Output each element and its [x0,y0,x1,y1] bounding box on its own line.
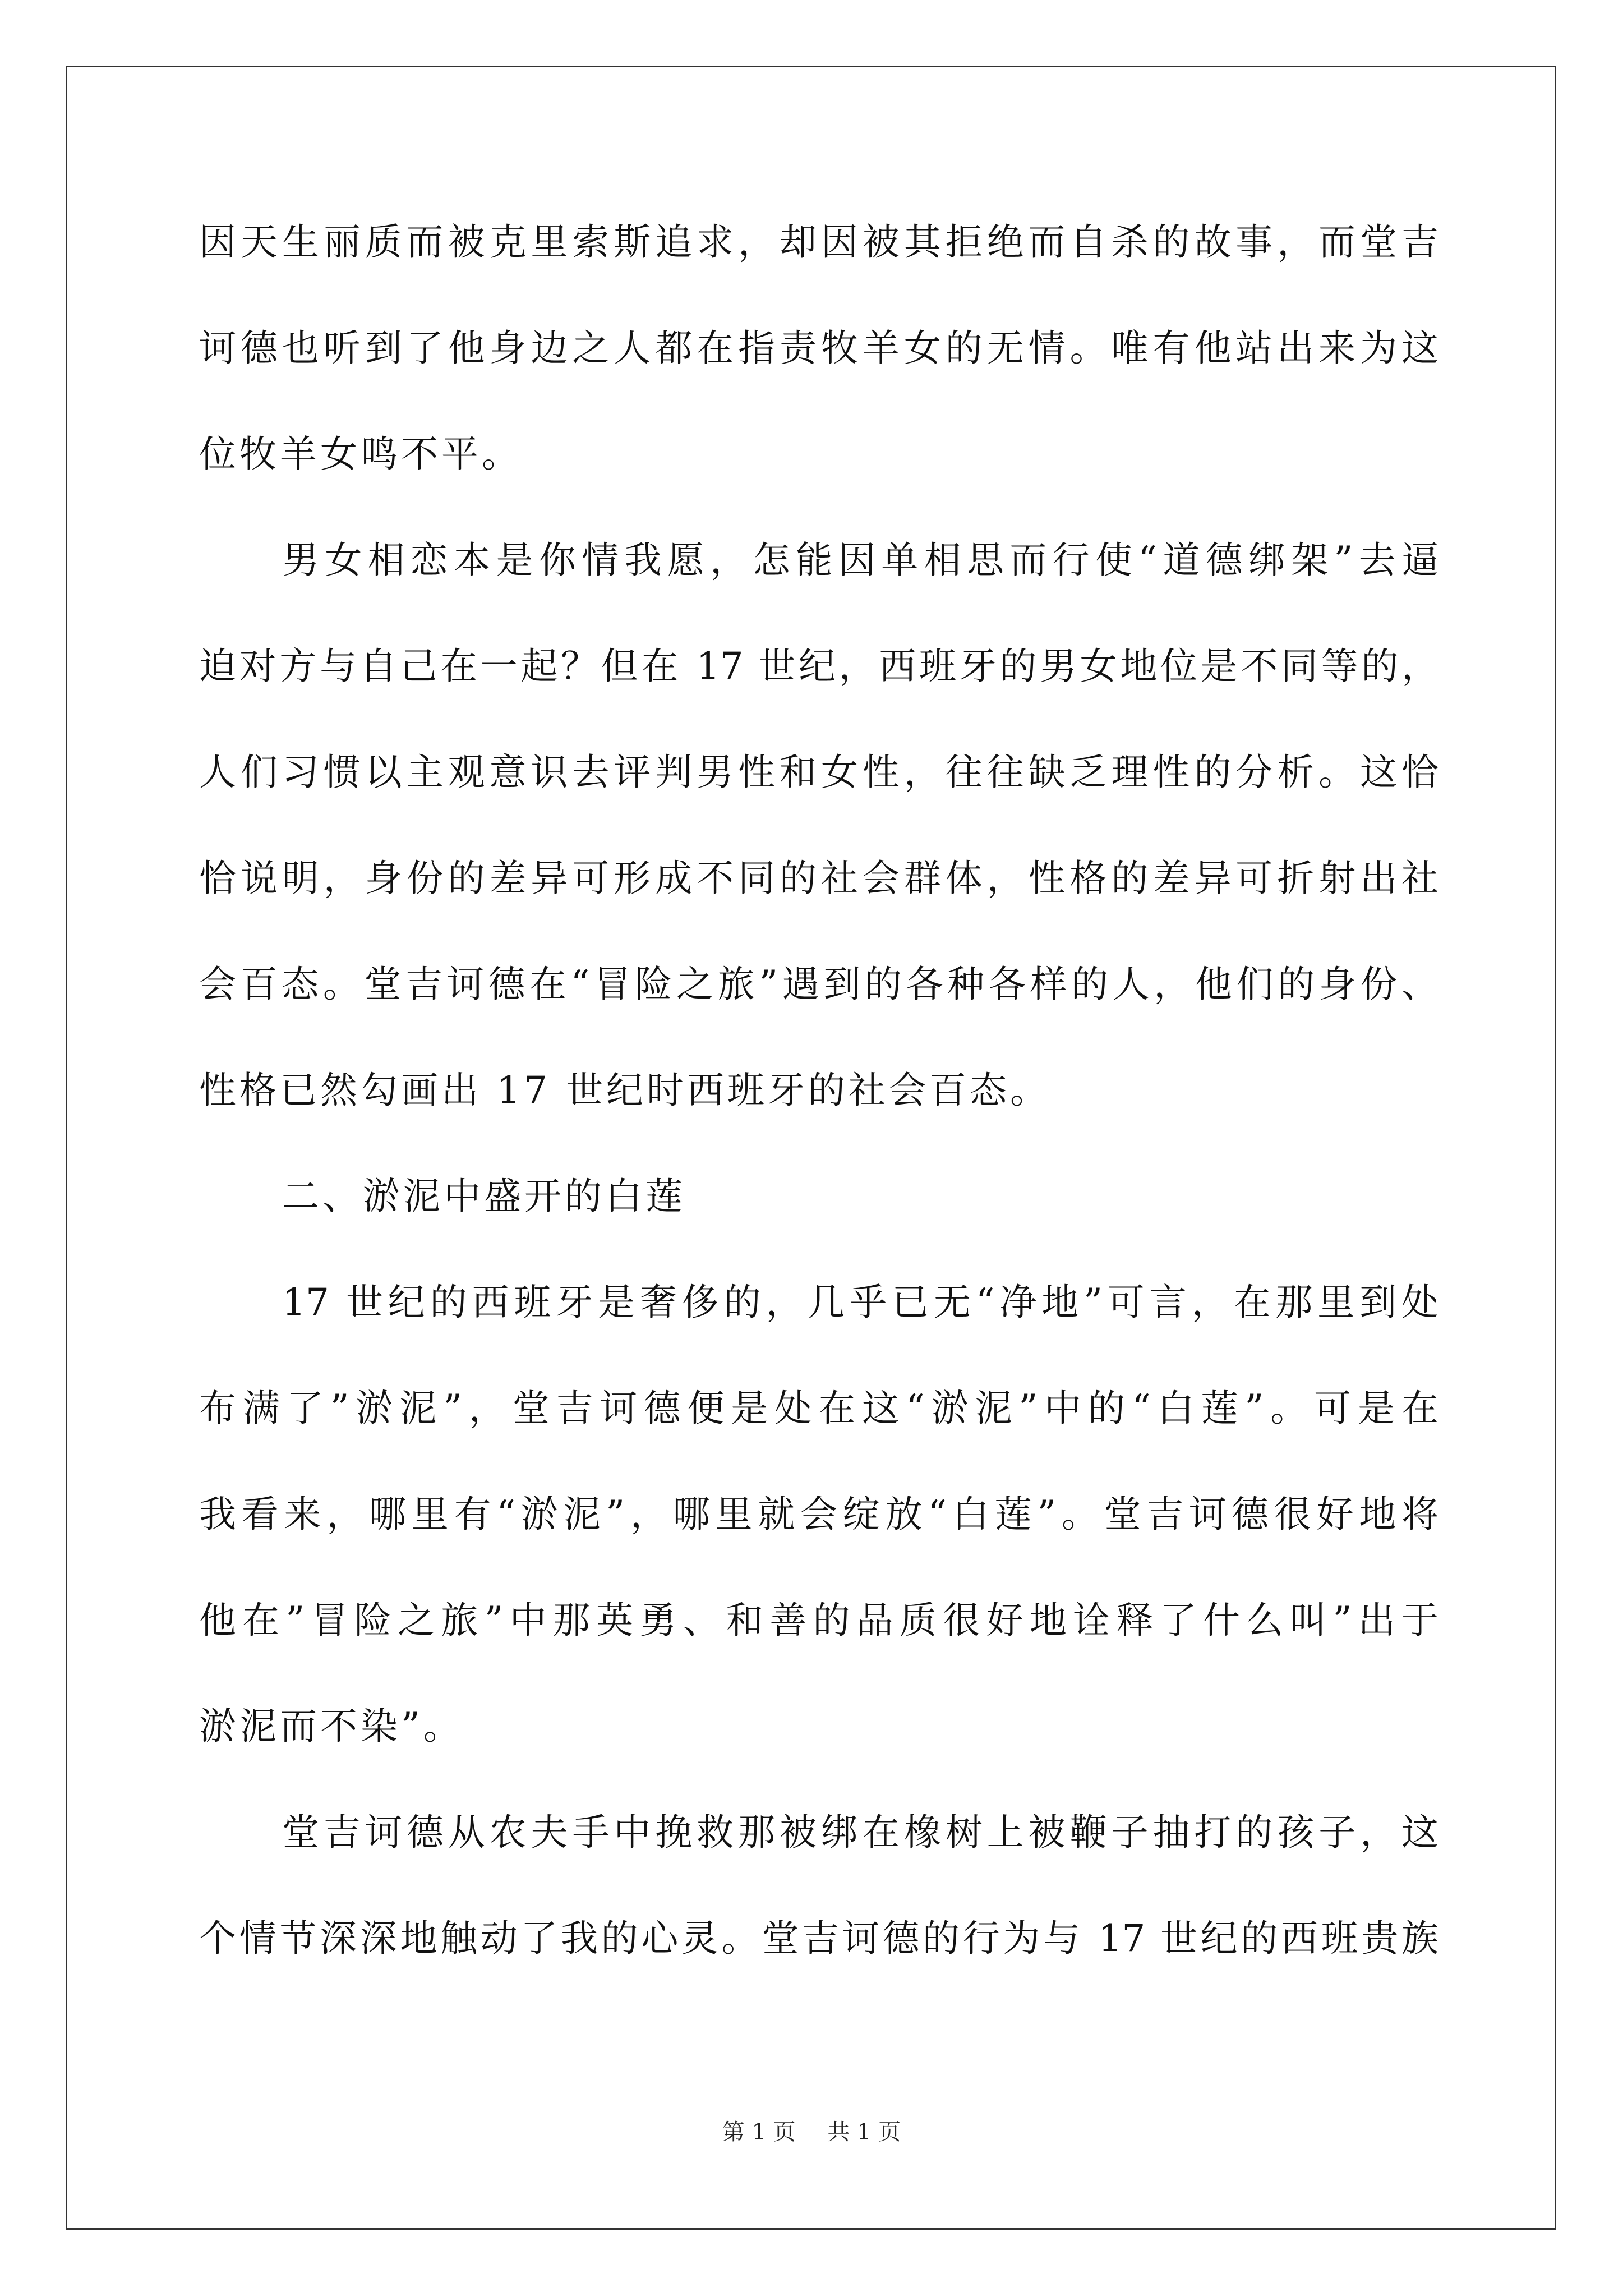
document-body [199,209,1438,2011]
text-line: 他在”冒险之旅”中那英勇、和善的品质很好地诠释了什么叫”出于 [199,1599,1438,1642]
text-line: 二、淤泥中盛开的白莲 [282,1175,686,1218]
text-line: 17 世纪的西班牙是奢侈的，几乎已无“净地”可言，在那里到处 [282,1281,1438,1324]
text-line: 位牧羊女鸣不平。 [199,432,522,476]
text-line: 会百态。堂吉诃德在“冒险之旅”遇到的各种各样的人，他们的身份、 [199,963,1438,1006]
text-line: 男女相恋本是你情我愿，怎能因单相思而行使“道德绑架”去逼 [282,539,1438,582]
text-line: 诃德也听到了他身边之人都在指责牧羊女的无情。唯有他站出来为这 [199,326,1438,370]
page-total: 共 1 页 [827,2119,901,2145]
text-line: 性格已然勾画出 17 世纪时西班牙的社会百态。 [199,1069,1050,1112]
text-line: 淤泥而不染”。 [199,1705,464,1748]
page-number: 第 1 页 [722,2119,796,2145]
text-line: 因天生丽质而被克里索斯追求，却因被其拒绝而自杀的故事，而堂吉 [199,220,1438,264]
text-line: 布满了”淤泥”，堂吉诃德便是处在这“淤泥”中的“白莲”。可是在 [199,1387,1438,1430]
text-line: 我看来，哪里有“淤泥”，哪里就会绽放“白莲”。堂吉诃德很好地将 [199,1493,1438,1536]
text-line: 迫对方与自己在一起？但在 17 世纪，西班牙的男女地位是不同等的， [199,645,1438,688]
text-line: 堂吉诃德从农夫手中挽救那被绑在橡树上被鞭子抽打的孩子，这 [282,1811,1438,1854]
page-footer [0,2118,1623,2146]
text-line: 人们习惯以主观意识去评判男性和女性，往往缺乏理性的分析。这恰 [199,751,1438,794]
text-line: 个情节深深地触动了我的心灵。堂吉诃德的行为与 17 世纪的西班贵族 [199,1917,1438,1960]
text-line: 恰说明，身份的差异可形成不同的社会群体，性格的差异可折射出社 [199,857,1438,900]
